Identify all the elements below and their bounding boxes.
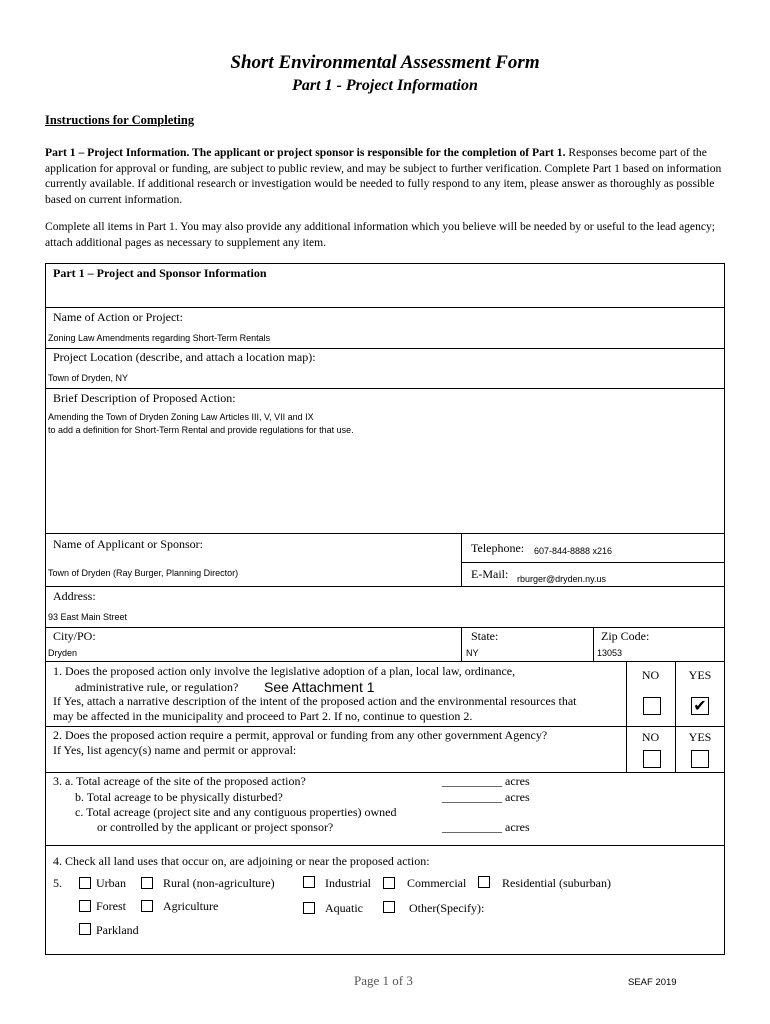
state-label: State: bbox=[471, 629, 499, 643]
commercial-checkbox[interactable] bbox=[383, 877, 395, 889]
divider bbox=[461, 562, 725, 563]
parkland-checkbox[interactable] bbox=[79, 923, 91, 935]
form-code: SEAF 2019 bbox=[628, 977, 677, 988]
divider bbox=[45, 348, 725, 349]
rural-label: Rural (non-agriculture) bbox=[163, 876, 275, 890]
applicant-field[interactable]: Town of Dryden (Ray Burger, Planning Director) bbox=[48, 568, 239, 578]
divider bbox=[593, 627, 594, 661]
other-checkbox[interactable] bbox=[383, 901, 395, 913]
question-2-yes-checkbox[interactable] bbox=[691, 750, 709, 768]
question-4-text: 4. Check all land uses that occur on, are adjoining or near the proposed action: bbox=[53, 854, 430, 868]
question-1-no-label: NO bbox=[641, 668, 660, 682]
project-location-label: Project Location (describe, and attach a location map): bbox=[53, 350, 316, 364]
divider bbox=[45, 533, 725, 534]
divider bbox=[45, 586, 725, 587]
residential-label: Residential (suburban) bbox=[502, 876, 611, 890]
telephone-field[interactable]: 607-844-8888 x216 bbox=[534, 546, 613, 556]
divider bbox=[45, 307, 725, 308]
description-line-2[interactable]: to add a definition for Short-Term Rental and provide regulations for that use. bbox=[48, 425, 354, 435]
email-label: E-Mail: bbox=[471, 567, 509, 581]
forest-checkbox[interactable] bbox=[79, 900, 91, 912]
description-label: Brief Description of Proposed Action: bbox=[53, 391, 236, 405]
project-location-field[interactable]: Town of Dryden, NY bbox=[48, 373, 129, 383]
question-1-yes-checkbox[interactable] bbox=[691, 697, 709, 715]
question-1-yes-label: YES bbox=[688, 668, 712, 682]
description-line-1[interactable]: Amending the Town of Dryden Zoning Law Articles III, V, VII and IX bbox=[48, 412, 314, 422]
industrial-label: Industrial bbox=[325, 876, 371, 890]
page-number: Page 1 of 3 bbox=[354, 973, 413, 988]
urban-checkbox[interactable] bbox=[79, 877, 91, 889]
divider bbox=[45, 845, 725, 846]
acres-a-field[interactable]: __________ acres bbox=[442, 774, 530, 788]
instructions-paragraph-1-rest: Responses become part of the application for approval or funding, are subject to public review, and may be subject to further verification. Complete Part 1 based on information currently available. If additional research or investigation would be needed to fully respond to any item, please answer as thoroughly as possible based on current information. bbox=[45, 146, 722, 206]
address-field[interactable]: 93 East Main Street bbox=[48, 612, 128, 622]
parkland-label: Parkland bbox=[96, 923, 139, 937]
email-field[interactable]: rburger@dryden.ny.us bbox=[517, 574, 607, 584]
city-label: City/PO: bbox=[53, 629, 96, 643]
divider bbox=[461, 533, 462, 586]
divider bbox=[45, 388, 725, 389]
agriculture-label: Agriculture bbox=[163, 899, 219, 913]
city-field[interactable]: Dryden bbox=[48, 648, 78, 658]
address-label: Address: bbox=[53, 589, 96, 603]
form-subtitle: Part 1 - Project Information bbox=[292, 77, 478, 94]
aquatic-checkbox[interactable] bbox=[303, 902, 315, 914]
divider bbox=[45, 726, 725, 727]
instructions-heading: Instructions for Completing bbox=[45, 113, 195, 127]
project-name-field[interactable]: Zoning Law Amendments regarding Short-Term Rentals bbox=[48, 333, 271, 343]
question-2-text-2: If Yes, list agency(s) name and permit or approval: bbox=[53, 743, 297, 757]
question-2-text: 2. Does the proposed action require a permit, approval or funding from any other government Agency? bbox=[53, 728, 548, 742]
question-5-number: 5. bbox=[53, 876, 62, 890]
urban-label: Urban bbox=[96, 876, 126, 890]
question-1-text-3: If Yes, attach a narrative description of the intent of the proposed action and the environmental resources that bbox=[53, 694, 577, 708]
residential-checkbox[interactable] bbox=[478, 876, 490, 888]
divider bbox=[45, 661, 725, 662]
project-name-label: Name of Action or Project: bbox=[53, 310, 183, 324]
question-2-yes-label: YES bbox=[688, 730, 712, 744]
zip-field[interactable]: 13053 bbox=[597, 648, 623, 658]
industrial-checkbox[interactable] bbox=[303, 876, 315, 888]
aquatic-label: Aquatic bbox=[325, 901, 363, 915]
acres-b-field[interactable]: __________ acres bbox=[442, 790, 530, 804]
agriculture-checkbox[interactable] bbox=[141, 900, 153, 912]
section-title: Part 1 – Project and Sponsor Information bbox=[53, 266, 267, 280]
question-3a-text: 3. a. Total acreage of the site of the proposed action? bbox=[53, 774, 306, 788]
question-2-no-label: NO bbox=[641, 730, 660, 744]
divider bbox=[45, 627, 725, 628]
question-1-attachment-note[interactable]: See Attachment 1 bbox=[264, 679, 375, 695]
commercial-label: Commercial bbox=[407, 876, 467, 890]
divider bbox=[45, 772, 725, 773]
form-frame bbox=[45, 263, 725, 955]
question-3b-text: b. Total acreage to be physically disturbed? bbox=[75, 790, 283, 804]
question-1-no-checkbox[interactable] bbox=[643, 697, 661, 715]
forest-label: Forest bbox=[96, 899, 126, 913]
divider bbox=[461, 627, 462, 661]
zip-label: Zip Code: bbox=[601, 629, 650, 643]
checkmark-icon: ✔ bbox=[693, 696, 707, 715]
question-1-text: 1. Does the proposed action only involve the legislative adoption of a plan, local law, ordinance, bbox=[53, 664, 516, 678]
question-1-text-2: administrative rule, or regulation? bbox=[75, 680, 239, 694]
question-1-text-4: may be affected in the municipality and proceed to Part 2. If no, continue to question 2. bbox=[53, 709, 473, 723]
instructions-paragraph-1 bbox=[45, 145, 725, 207]
instructions-paragraph-1-bold: Part 1 – Project Information. The applicant or project sponsor is responsible for the completion of Part 1. bbox=[45, 146, 566, 159]
form-title: Short Environmental Assessment Form bbox=[230, 52, 540, 73]
acres-c-field[interactable]: __________ acres bbox=[442, 820, 530, 834]
question-2-no-checkbox[interactable] bbox=[643, 750, 661, 768]
applicant-label: Name of Applicant or Sponsor: bbox=[53, 537, 203, 551]
question-3c-text: c. Total acreage (project site and any contiguous properties) owned bbox=[75, 805, 397, 819]
question-3c-text-2: or controlled by the applicant or project sponsor? bbox=[97, 820, 334, 834]
rural-checkbox[interactable] bbox=[141, 877, 153, 889]
other-label: Other(Specify): bbox=[409, 901, 485, 915]
state-field[interactable]: NY bbox=[466, 648, 479, 658]
instructions-paragraph-2: Complete all items in Part 1. You may also provide any additional information which you believe will be needed by or useful to the lead agency; attach additional pages as necessary to supplement any item. bbox=[45, 220, 716, 249]
telephone-label: Telephone: bbox=[471, 541, 525, 555]
